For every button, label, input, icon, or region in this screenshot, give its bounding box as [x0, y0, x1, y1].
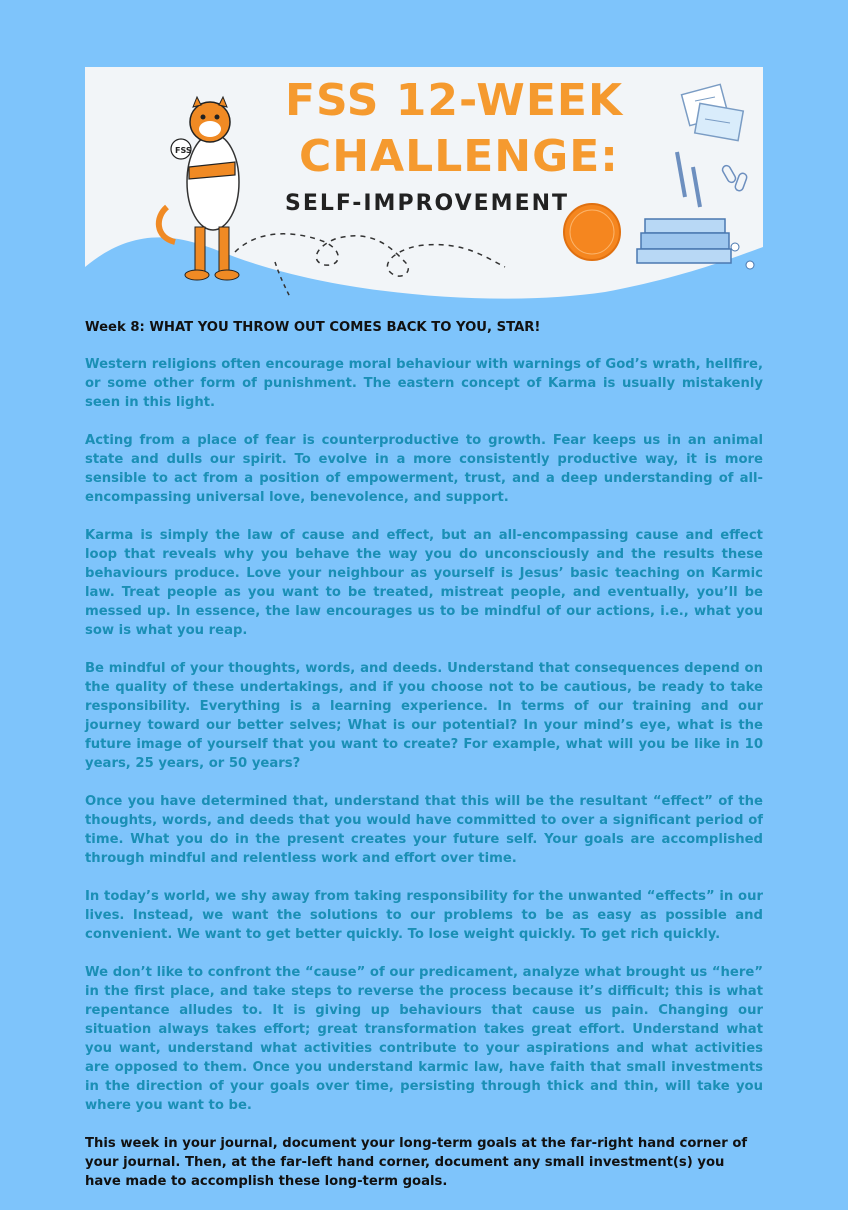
article-paragraph-7: We don’t like to confront the “cause” of our predicament, analyze what brought us “here” in the first place, and take steps to reverse the process because it’s difficult; this is what repentance alludes to. It is giving up behaviours that cause us pain. Changing our situation always takes effort; great transformation takes great effort. Understand what you want, understand what activities contribute to your aspirations and what activities are opposed to them. Once you understand karmic law, have faith that small investments in the direction of your goals over time, persisting through thick and thin, will take you where you want to be. — [85, 965, 763, 1113]
article-heading: Week 8: WHAT YOU THROW OUT COMES BACK TO YOU, STAR! — [85, 320, 541, 335]
pencil-icon — [677, 152, 700, 207]
article-paragraph-3: Karma is simply the law of cause and effect, but an all-encompassing cause and effect loop that reveals why you behave the way you do unconsciously and the results these behaviours produce. Love your neighbour as yourself is Jesus’ basic teaching on Karmic law. Treat people as you want to be treated, mistreat people, and eventually, you’ll be messed up. In essence, the law encourages us to be mindful of our actions, i.e., what you sow is what you reap. — [85, 528, 763, 638]
books-icon — [637, 219, 731, 263]
article-paragraph-4: Be mindful of your thoughts, words, and deeds. Understand that consequences depend on the quality of these undertakings, and if you choose not to be cautious, be ready to take responsibility. Everything is a learning experience. In terms of our training and our journey toward our better selves; What is our potential? In your mind’s eye, what is the future image of yourself that you want to create? For example, what will you be like in 10 years, 25 years, or 50 years? — [85, 661, 763, 771]
notes-icon — [682, 84, 744, 140]
banner-title-line1: FSS 12-WEEK — [285, 75, 624, 126]
roll-with-it-badge-icon — [564, 204, 620, 260]
article-paragraph-1: Western religions often encourage moral behaviour with warnings of God’s wrath, hellfire, or some other form of punishment. The eastern concept of Karma is usually mistakenly seen in this light. — [85, 357, 763, 410]
mascot-shirt-text: FSS — [175, 146, 192, 155]
banner-title-line2: CHALLENGE: — [299, 131, 619, 182]
article-body — [85, 318, 763, 1210]
banner-subtitle: SELF-IMPROVEMENT — [285, 191, 570, 216]
article-paragraph-6: In today’s world, we shy away from taking responsibility for the unwanted “effects” in our lives. Instead, we want the solutions to our problems to be as easy as possible and convenient. We want to get better quickly. To lose weight quickly. To get rich quickly. — [85, 889, 763, 942]
paperclip-icon — [721, 164, 748, 192]
article-paragraph-5: Once you have determined that, understand that this will be the resultant “effect” of the thoughts, words, and deeds that you would have committed to over a significant period of time. What you do in the present creates your future self. Your goals are accomplished through mindful and relentless work and effort over time. — [85, 794, 763, 866]
article-closing-instruction: This week in your journal, document your long-term goals at the far-right hand corner of your journal. Then, at the far-left hand corner, document any small investment(s) you have made to accomplish these long-term goals. — [85, 1136, 748, 1189]
header-banner — [85, 67, 763, 310]
article-paragraph-2: Acting from a place of fear is counterproductive to growth. Fear keeps us in an animal state and dulls our spirit. To evolve in a more consistently productive way, it is more sensible to act from a position of empowerment, trust, and a deep understanding of all-encompassing universal love, benevolence, and support. — [85, 433, 763, 505]
dashed-swirl — [235, 234, 505, 276]
